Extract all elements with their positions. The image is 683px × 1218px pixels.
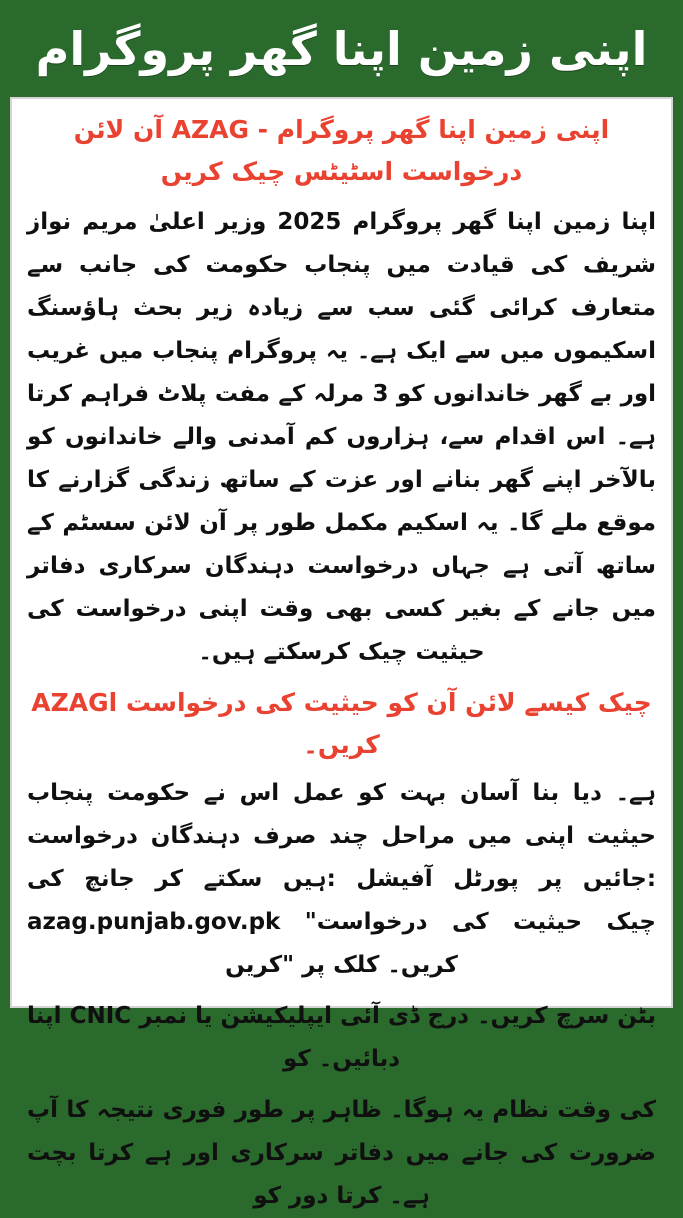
result-paragraph: آپ کا نتیجہ فوری طور پر ظاہر ہوگا۔ یہ نظام وقت کی بچت کرتا ہے اور سرکاری دفاتر میں جانے کی ضرورت کو دور کرتا ہے۔ bbox=[27, 1097, 657, 1209]
how-to-check-subheading: AZAGا درخواست کی حیثیت کو آن لائن کیسے چیک کریں۔ bbox=[31, 688, 652, 759]
steps-paragraph: پنجاب حکومت نے اس عمل کو بہت آسان بنا دیا ہے۔ درخواست دہندگان صرف چند مراحل میں اپنی حیثیت کی جانچ کر سکتے ہیں: آفیشل پورٹل پر جائیں: azag.punjab.gov.pk "درخواست کی حیثیت چیک کریں" پر کلک کریں۔ bbox=[27, 780, 657, 978]
header-band bbox=[0, 0, 683, 97]
page-title: اپنی زمین اپنا گھر پروگرام bbox=[35, 21, 648, 76]
intro-paragraph: اپنا زمین اپنا گھر پروگرام 2025 وزیر اعلیٰ مریم نواز شریف کی قیادت میں پنجاب حکومت کی جانب سے متعارف کرائی گئی سب سے زیادہ زیر بحث ہاؤسنگ اسکیموں میں سے ایک ہے۔ یہ پروگرام پنجاب میں غریب اور بے گھر خاندانوں کو 3 مرلہ کے مفت پلاٹ فراہم کرتا ہے۔ اس اقدام سے، ہزاروں کم آمدنی والے خاندانوں کو بالآخر اپنے گھر بنانے اور عزت کے ساتھ زندگی گزارنے کا موقع ملے گا۔ یہ اسکیم مکمل طور پر آن لائن سسٹم کے ساتھ آتی ہے جہاں درخواست دہندگان سرکاری دفاتر میں جانے کے بغیر کسی بھی وقت اپنی درخواست کی حیثیت چیک کرسکتے ہیں۔ bbox=[27, 209, 657, 665]
cnic-entry-paragraph: اپنا CNIC نمبر یا ایپلیکیشن آئی ڈی درج کریں۔ سرچ بٹن کو دبائیں۔ bbox=[27, 1003, 657, 1072]
content-card bbox=[10, 97, 673, 1209]
article-heading: اپنی زمین اپنا گھر پروگرام - AZAG آن لائن درخواست اسٹیٹس چیک کریں bbox=[73, 115, 610, 186]
